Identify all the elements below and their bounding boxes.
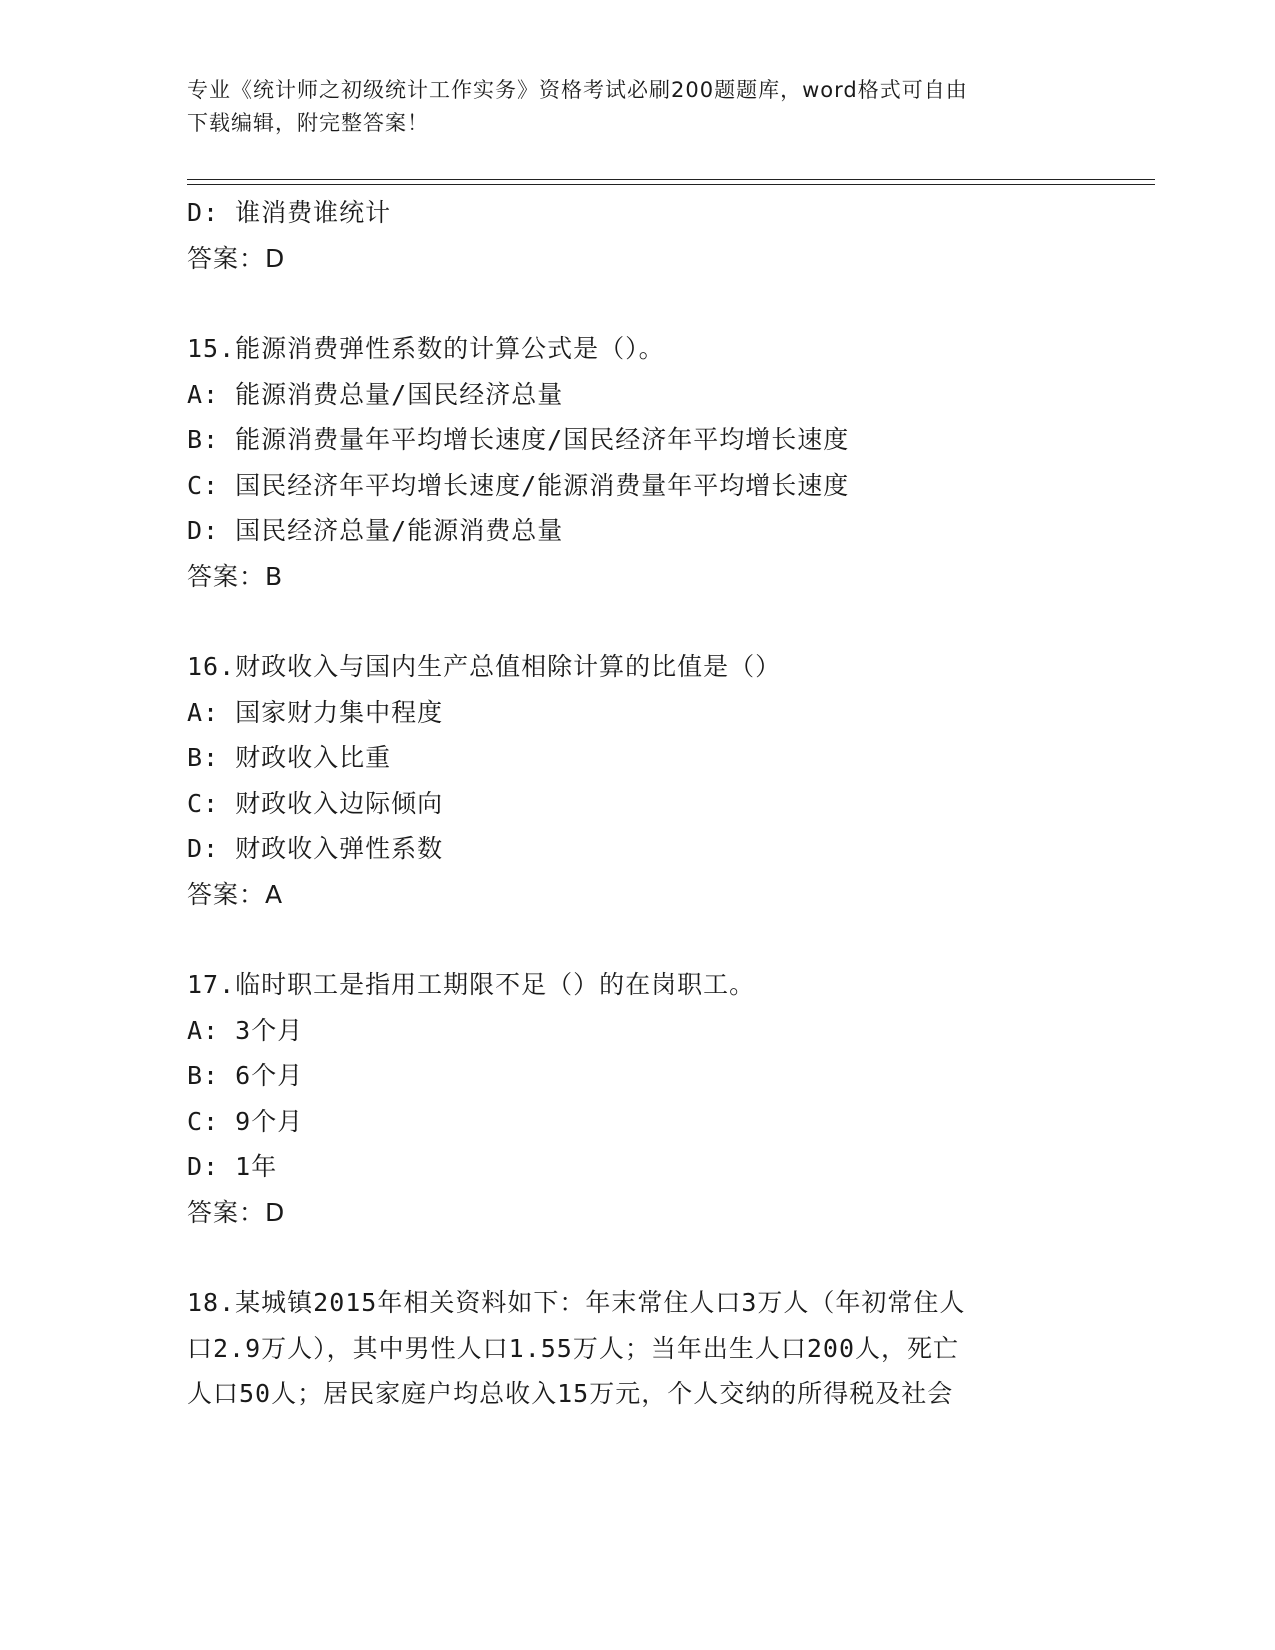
option-a: A: 能源消费总量/国民经济总量 — [187, 379, 564, 409]
option-b: B: 财政收入比重 — [187, 743, 392, 772]
option-c: C: 财政收入边际倾向 — [187, 788, 444, 818]
option-a: A: 国家财力集中程度 — [187, 697, 444, 727]
document-body — [187, 190, 1087, 1417]
option-a: A: 3个月 — [187, 1015, 304, 1045]
header-divider-top — [187, 179, 1155, 180]
answer: 答案：D — [187, 1197, 286, 1227]
question-17 — [187, 962, 1087, 1235]
option-d: D: 国民经济总量/能源消费总量 — [187, 516, 564, 545]
question-stem-line-2: 口2.9万人），其中男性人口1.55万人；当年出生人口200人，死亡 — [187, 1333, 960, 1363]
option-d: D: 1年 — [187, 1152, 278, 1181]
prev-answer: 答案：D — [187, 243, 286, 273]
option-b: B: 6个月 — [187, 1061, 304, 1090]
header-line-2: 下载编辑，附完整答案！ — [187, 111, 429, 135]
header-line-1: 专业《统计师之初级统计工作实务》资格考试必刷200题题库，word格式可自由 — [187, 78, 968, 102]
prev-option-d: D: 谁消费谁统计 — [187, 198, 392, 227]
document-header — [187, 74, 1087, 140]
answer: 答案：B — [187, 561, 284, 591]
question-stem: 16.财政收入与国内生产总值相除计算的比值是（） — [187, 652, 782, 681]
spacer — [187, 917, 1087, 962]
question-18 — [187, 1280, 1087, 1417]
spacer — [187, 1235, 1087, 1280]
option-c: C: 9个月 — [187, 1106, 304, 1136]
spacer — [187, 281, 1087, 326]
header-divider-bottom — [187, 184, 1155, 185]
question-stem: 17.临时职工是指用工期限不足（）的在岗职工。 — [187, 970, 756, 999]
question-stem-line-3: 人口50人；居民家庭户均总收入15万元，个人交纳的所得税及社会 — [187, 1379, 954, 1408]
option-b: B: 能源消费量年平均增长速度/国民经济年平均增长速度 — [187, 425, 850, 454]
question-16 — [187, 644, 1087, 917]
spacer — [187, 599, 1087, 644]
question-stem: 15.能源消费弹性系数的计算公式是（）。 — [187, 334, 665, 363]
answer: 答案：A — [187, 879, 284, 909]
option-d: D: 财政收入弹性系数 — [187, 834, 444, 863]
question-15 — [187, 326, 1087, 599]
option-c: C: 国民经济年平均增长速度/能源消费量年平均增长速度 — [187, 470, 850, 500]
question-stem-line-1: 18.某城镇2015年相关资料如下：年末常住人口3万人（年初常住人 — [187, 1288, 966, 1317]
